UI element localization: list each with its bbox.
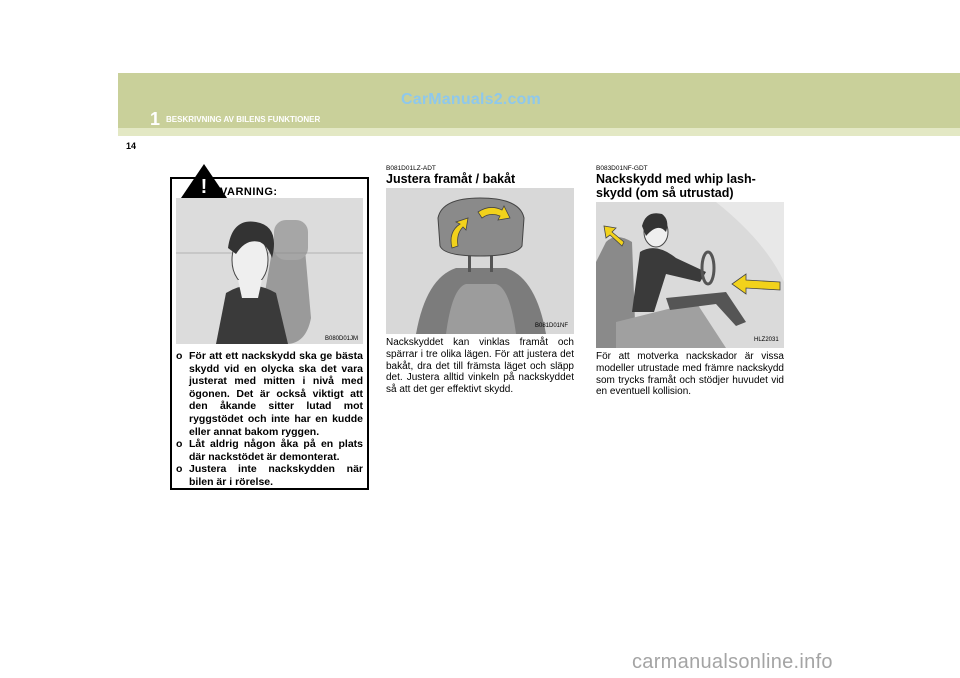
tilt-image-code: B081D01NF: [535, 323, 569, 329]
watermark-link-bottom[interactable]: carmanualsonline.info: [632, 651, 833, 673]
list-bullet: o: [176, 438, 183, 451]
whiplash-image-code: HLZ2031: [754, 337, 779, 343]
list-bullet: o: [176, 350, 183, 362]
section-heading-whiplash: Nackskydd med whip lash-skydd (om så utrustad): [596, 172, 756, 200]
list-bullet: o: [176, 463, 183, 476]
warning-image-code: B080D01JM: [325, 336, 359, 342]
page-number: 14: [126, 141, 137, 151]
whiplash-driver-illustration: [596, 202, 784, 348]
section-heading-tilt: Justera framåt / bakåt: [386, 172, 516, 186]
chapter-title: BESKRIVNING AV BILENS FUNKTIONER: [166, 115, 321, 124]
headrest-person-illustration: [176, 198, 363, 344]
section-code-whiplash: B083D01NF-GDT: [596, 165, 648, 172]
warning-list-item: o Låt aldrig någon åka på en plats där nackstödet är demonterat.: [176, 438, 363, 463]
chapter-number: 1: [150, 109, 161, 129]
section-code-tilt: B081D01LZ-ADT: [386, 165, 436, 172]
section-body-whiplash: För att motverka nackskador är vissa modeller utrustade med främre nackskydd som trycks framåt och stödjer huvudet vid en eventuell kollision.: [596, 351, 784, 398]
warning-list: [176, 350, 363, 489]
section-body-tilt: Nackskyddet kan vinklas framåt och spärrar i tre olika lägen. För att justera det bakåt, dra det till främsta läget och släpp det. Justera alltid vinkeln på nackskyddet så att det ger effektivt skydd.: [386, 337, 574, 396]
warning-title: VARNING:: [220, 186, 278, 198]
watermark-link-top[interactable]: CarManuals2.com: [401, 91, 541, 108]
header-band-separator: [118, 128, 960, 136]
warning-list-item: o För att ett nackskydd ska ge bästa skydd vid en olycka ska det vara justerat med mitten i nivå med ögonen. Det är också viktigt att den åkande sitter lutad mot ryggstödet och inte har en kudde eller annat bakom ryggen.: [176, 350, 363, 438]
headrest-tilt-illustration: [386, 188, 574, 334]
warning-list-item: o Justera inte nackskydden när bilen är i rörelse.: [176, 463, 363, 488]
warning-symbol: !: [200, 176, 208, 198]
